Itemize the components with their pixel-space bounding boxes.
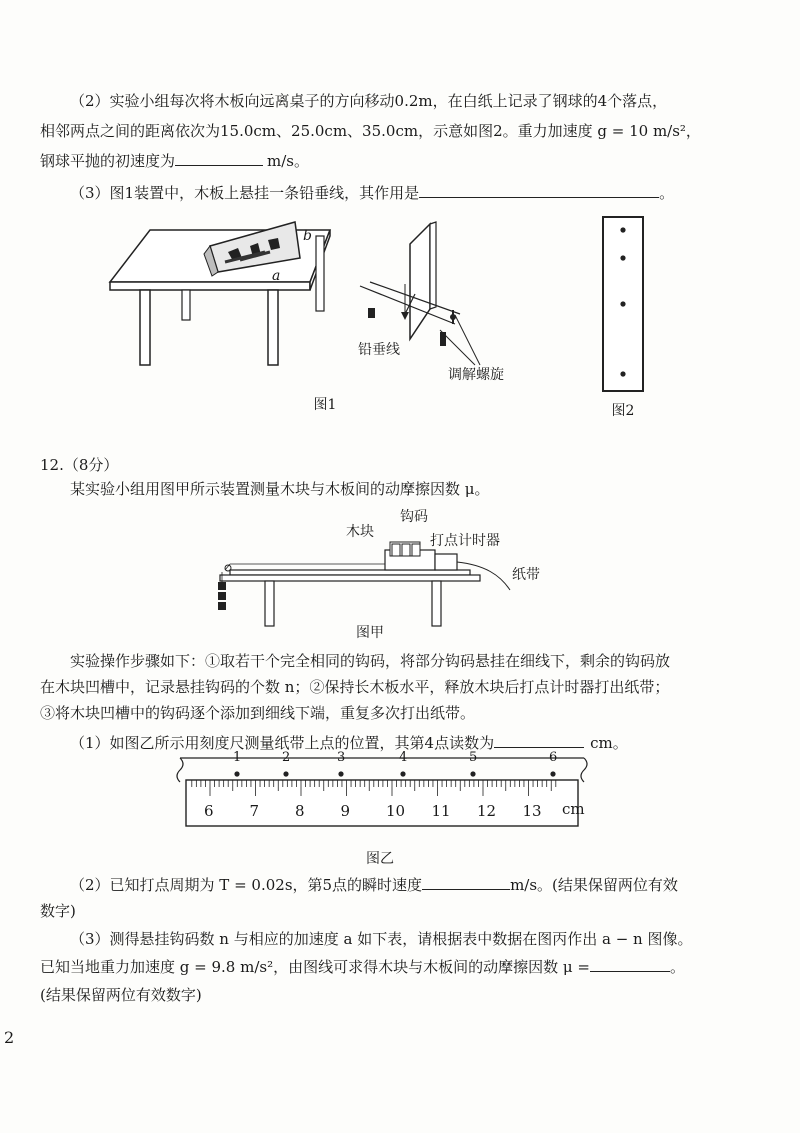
q11-part2-line2: 相邻两点之间的距离依次为15.0cm、25.0cm、35.0cm，示意如图2。重力加速度 g = 10 m/s²， — [40, 122, 701, 140]
ruler-number: 9 — [340, 802, 351, 820]
ruler-number: 10 — [386, 802, 406, 820]
q12-part2-unit: m/s。(结果保留两位有效 — [510, 876, 678, 894]
fig1-label-b: b — [303, 228, 312, 244]
q12-part3-line2 — [40, 954, 765, 980]
fig2-caption: 图2 — [611, 403, 635, 419]
q12-part3-line1: （3）测得悬挂钩码数 n 与相应的加速度 a 如下表，请根据表中数据在图丙作出 a − n 图像。 — [70, 930, 693, 948]
tape-point-label: 1 — [233, 750, 242, 765]
q12-part1-prefix: （1）如图乙所示用刻度尺测量纸带上点的位置，其第4点读数为 — [70, 734, 495, 752]
tape-point-label: 6 — [549, 750, 558, 765]
q12-part1-unit: cm。 — [590, 734, 628, 752]
q12-part3-end: 。 — [669, 958, 685, 976]
ruler-number: 13 — [522, 802, 542, 820]
q12-part3-answer-blank[interactable] — [590, 957, 670, 972]
q12-steps-line3: ③将木块凹槽中的钩码逐个添加到细线下端，重复多次打出纸带。 — [40, 704, 476, 722]
q11-part3-answer-blank[interactable] — [419, 183, 659, 198]
tape-dot — [400, 771, 405, 776]
tape-point-label: 2 — [282, 750, 291, 765]
figure-2-landing-points — [602, 216, 644, 392]
q12-part2-line2: 数字) — [40, 902, 76, 920]
fig1-caption: 图1 — [313, 397, 337, 413]
ruler-unit: cm — [562, 800, 585, 818]
q11-part2-answer-blank[interactable] — [175, 151, 263, 166]
q11-part2-line1: （2）实验小组每次将木板向远离桌子的方向移动0.2m，在白纸上记录了钢球的4个落点， — [70, 92, 668, 110]
ruler-number: 6 — [204, 802, 214, 820]
ruler-number: 12 — [477, 802, 497, 820]
tape-point-label: 5 — [469, 750, 478, 765]
fig1-label-a: a — [272, 268, 281, 284]
tape-dot — [550, 771, 555, 776]
q11-part3-end: 。 — [659, 184, 675, 202]
figA-label-timer: 打点计时器 — [430, 533, 500, 549]
q11-part2-prefix: 钢球平抛的初速度为 — [40, 152, 176, 170]
tape-point-label: 4 — [399, 750, 408, 765]
ruler-number: 7 — [249, 802, 260, 820]
page-number: 2 — [4, 1028, 15, 1047]
tape-dot — [470, 771, 475, 776]
q12-part2-answer-blank[interactable] — [422, 875, 510, 890]
q12-part2-line1 — [40, 872, 765, 898]
fig1-label-plumb-line: 铅垂线 — [358, 342, 400, 358]
q11-part2-unit: m/s。 — [267, 152, 309, 170]
q12-intro: 某实验小组用图甲所示装置测量木块与木板间的动摩擦因数 μ。 — [70, 480, 490, 498]
q11-part3-line — [40, 180, 765, 206]
fig1-label-adjust-screw: 调解螺旋 — [448, 367, 504, 383]
q12-number: 12.（8分） — [40, 456, 119, 474]
ruler-number: 11 — [431, 802, 451, 820]
q12-part3-line3: (结果保留两位有效数字) — [40, 986, 202, 1004]
q12-part1-answer-blank[interactable] — [494, 733, 584, 748]
q11-part2-line3 — [40, 148, 765, 174]
q12-steps-line2: 在木块凹槽中，记录悬挂钩码的个数 n；②保持长木板水平，释放木块后打点计时器打出纸带； — [40, 678, 670, 696]
ruler-number: 8 — [295, 802, 305, 820]
fig1-screw-pointers — [430, 310, 510, 370]
figA-caption: 图甲 — [356, 625, 384, 641]
q12-part3-prefix: 已知当地重力加速度 g = 9.8 m/s²，由图线可求得木块与木板间的动摩擦因数 μ = — [40, 958, 590, 976]
figA-label-weights: 钩码 — [400, 509, 428, 525]
figB-caption: 图乙 — [366, 851, 394, 867]
figure-b-ruler — [172, 754, 592, 834]
tape-point-label: 3 — [337, 750, 346, 765]
q12-part2-prefix: （2）已知打点周期为 T = 0.02s，第5点的瞬时速度 — [70, 876, 423, 894]
tape-dot — [338, 771, 343, 776]
figA-label-tape: 纸带 — [512, 567, 540, 583]
q11-part3-prefix: （3）图1装置中，木板上悬挂一条铅垂线，其作用是 — [70, 184, 420, 202]
tape-dot — [283, 771, 288, 776]
tape-dot — [234, 771, 239, 776]
q12-steps-line1: 实验操作步骤如下：①取若干个完全相同的钩码，将部分钩码悬挂在细线下，剩余的钩码放 — [70, 652, 671, 670]
figA-label-block: 木块 — [346, 524, 374, 540]
